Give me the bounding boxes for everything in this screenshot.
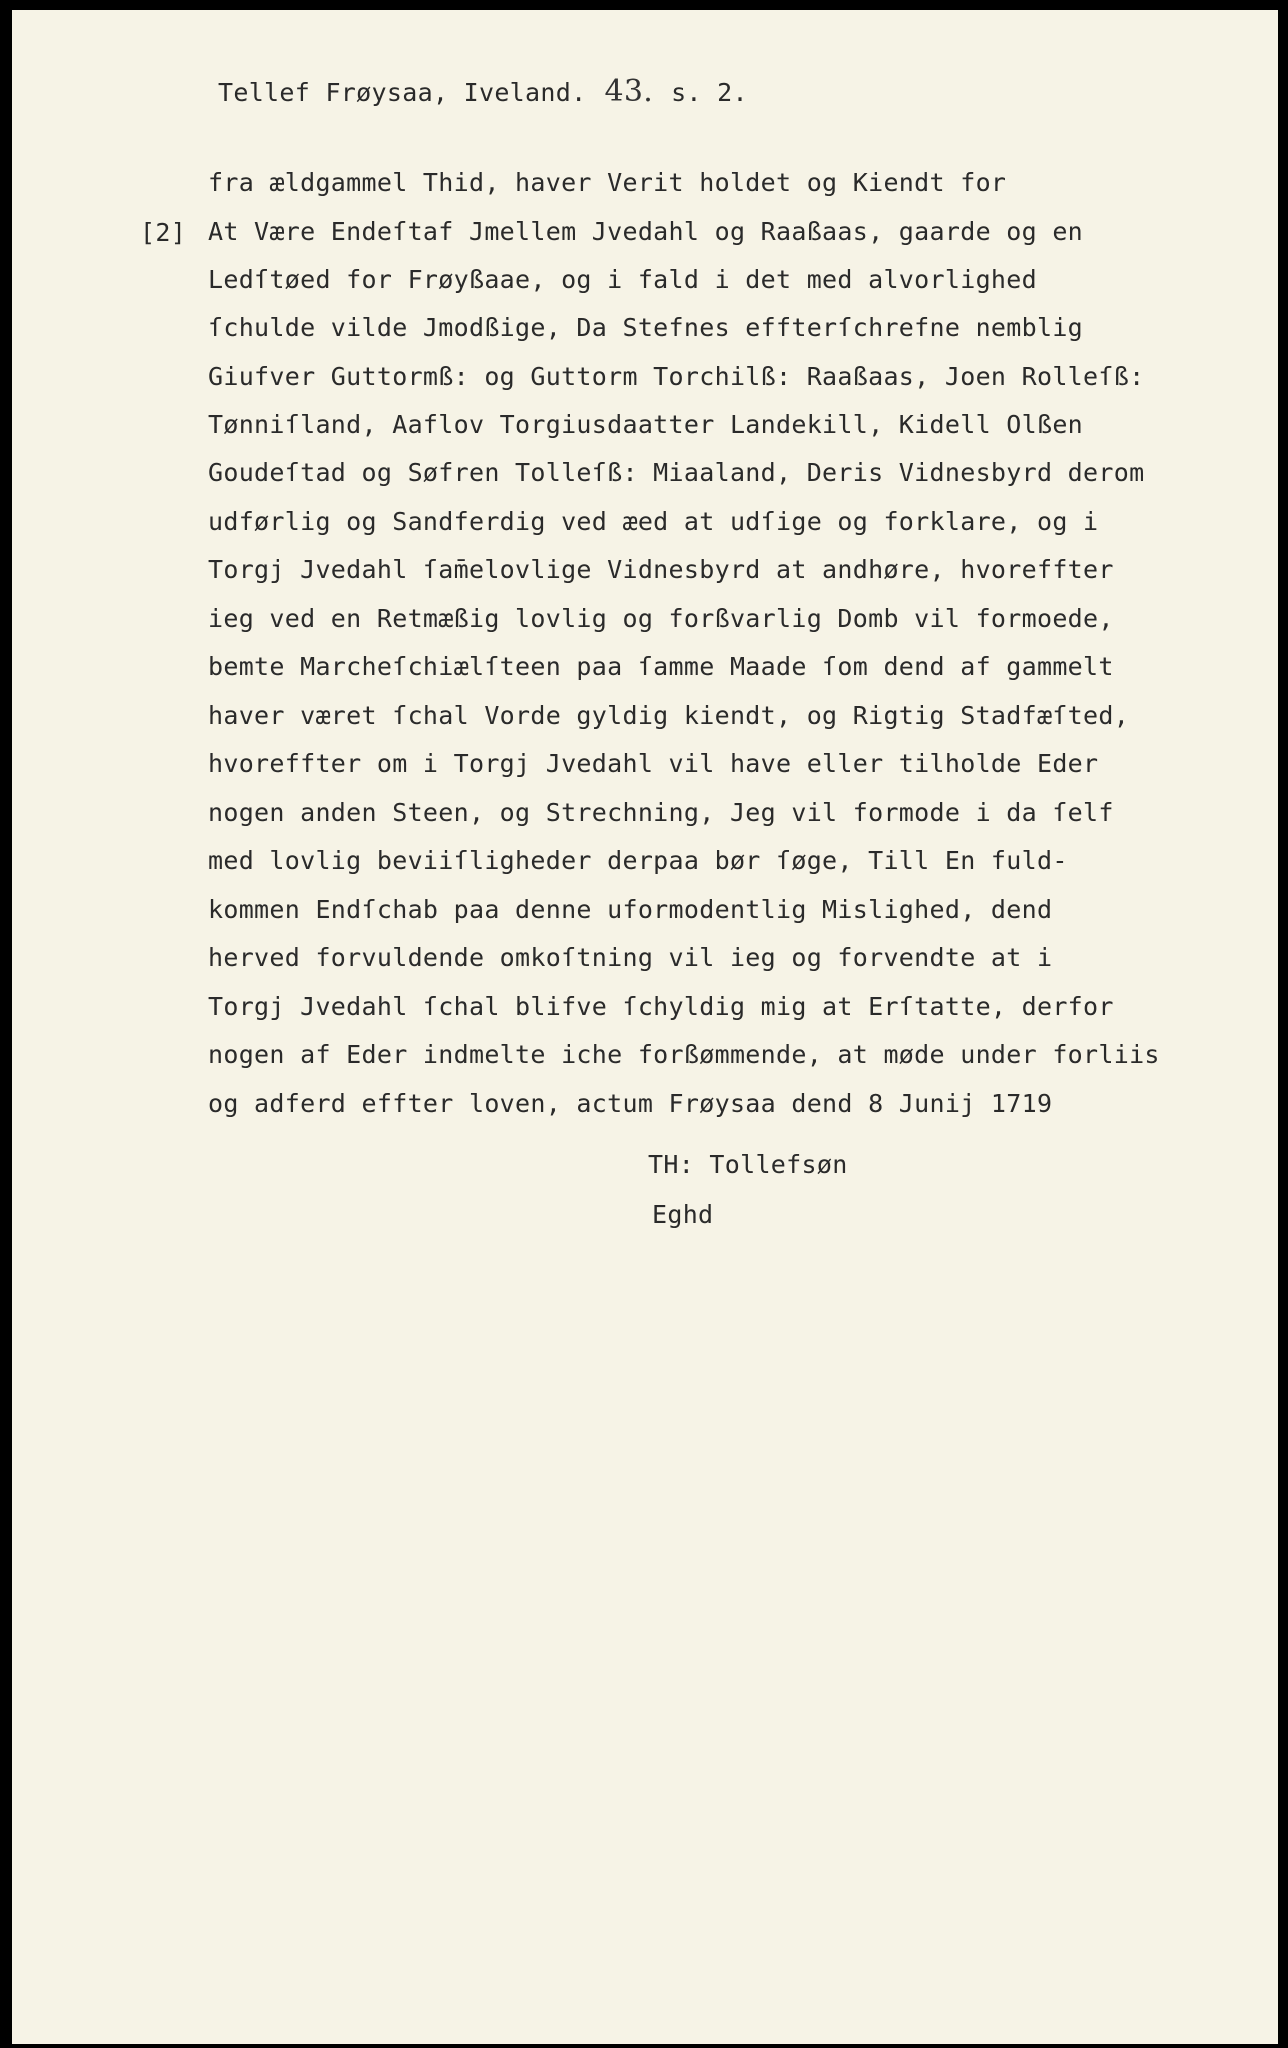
text-line-2: At Være Endeſtaf Jmellem Jvedahl og Raaßaas, gaarde og en [208, 217, 1084, 246]
header-name: Tellef Frøysaa, Iveland. [218, 78, 587, 107]
text-line-1: fra ældgammel Thid, haver Verit holdet og Kiendt for [208, 168, 1007, 197]
text-line-13: hvoreffter om i Torgj Jvedahl vil have eller tilholde Eder [208, 749, 1099, 778]
text-line-16: kommen Endſchab paa denne uformodentlig Mislighed, dend [208, 895, 1053, 924]
document-header [218, 74, 766, 109]
text-line-4: ſchulde vilde Jmodßige, Da Stefnes effterſchrefne nemblig [208, 313, 1084, 342]
document-page [12, 10, 1278, 2044]
margin-note: [2] [140, 218, 187, 247]
text-line-19: nogen af Eder indmelte iche forßømmende, at møde under forliis [208, 1040, 1160, 1069]
text-line-3: Ledſtøed for Frøyßaae, og i fald i det med alvorlighed [208, 265, 1037, 294]
header-page: s. 2. [671, 78, 748, 107]
text-line-8: udførlig og Sandferdig ved æed at udſige og forklare, og i [208, 507, 1099, 536]
text-line-7: Goudeſtad og Søfren Tolleſß: Miaaland, Deris Vidnesbyrd derom [208, 458, 1145, 487]
text-line-11: bemte Marcheſchiælſteen paa ſamme Maade ſom dend af gammelt [208, 652, 1114, 681]
text-line-5: Giufver Guttormß: og Guttorm Torchilß: Raaßaas, Joen Rolleſß: [208, 362, 1145, 391]
text-line-18: Torgj Jvedahl ſchal blifve ſchyldig mig at Erſtatte, derfor [208, 992, 1114, 1021]
text-line-6: Tønniſland, Aaflov Torgiusdaatter Landekill, Kidell Olßen [208, 410, 1084, 439]
text-line-20: og adferd effter loven, actum Frøysaa dend 8 Junij 1719 [208, 1089, 1053, 1118]
text-line-14: nogen anden Steen, og Strechning, Jeg vil formode i da ſelf [208, 798, 1114, 827]
header-number: 43. [604, 74, 654, 109]
closing-mark: Eghd [652, 1200, 714, 1229]
text-line-15: med lovlig beviiſligheder derpaa bør ſøge, Till En fuld- [208, 846, 1068, 875]
text-line-12: haver været ſchal Vorde gyldig kiendt, og Rigtig Stadfæſted, [208, 701, 1130, 730]
text-line-17: herved forvuldende omkoſtning vil ieg og forvendte at i [208, 943, 1053, 972]
text-line-10: ieg ved en Retmæßig lovlig og forßvarlig Domb vil formoede, [208, 604, 1114, 633]
text-line-9: Torgj Jvedahl ſam̄elovlige Vidnesbyrd at andhøre, hvoreffter [208, 555, 1114, 584]
signature: TH: Tollefsøn [648, 1150, 848, 1179]
